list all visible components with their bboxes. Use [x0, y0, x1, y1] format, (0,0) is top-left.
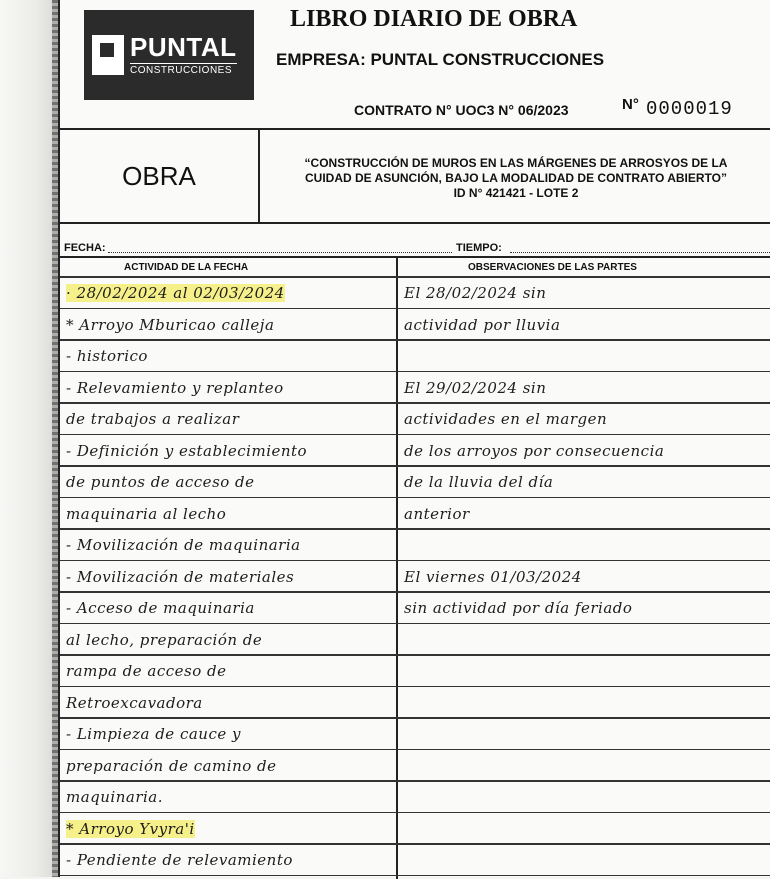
ruled-line	[60, 276, 770, 278]
activity-entry: - Definición y establecimiento	[66, 441, 308, 460]
ruled-line	[60, 497, 770, 499]
activity-entry: de puntos de acceso de	[66, 473, 255, 491]
fecha-field	[108, 252, 452, 253]
observation-entry: actividades en el margen	[404, 410, 608, 428]
activity-entry: - Acceso de maquinaria	[66, 599, 255, 617]
activity-entry: al lecho, preparación de	[66, 630, 263, 649]
ruled-line	[60, 843, 770, 845]
observation-entry: de los arroyos por consecuencia	[404, 441, 665, 460]
activity-column-header: ACTIVIDAD DE LA FECHA	[124, 262, 249, 273]
fecha-label: FECHA:	[64, 242, 106, 254]
ruled-line	[60, 560, 770, 562]
activity-entry: · 28/02/2024 al 02/03/2024	[66, 284, 285, 302]
observation-entry: actividad por lluvia	[404, 315, 561, 334]
activity-entry: - Movilización de materiales	[66, 567, 295, 586]
activity-entry: - historico	[66, 347, 148, 365]
activity-entry: - Pendiente de relevamiento	[66, 851, 293, 869]
logo-mark-icon	[92, 35, 124, 75]
logo-subtitle: CONSTRUCCIONES	[130, 63, 237, 76]
puntal-logo	[84, 10, 254, 100]
ruled-line	[60, 528, 770, 530]
activity-entry: - Movilización de maquinaria	[66, 536, 301, 554]
page-number-value: 0000019	[646, 98, 733, 120]
ruled-line	[60, 591, 770, 593]
observation-entry: de la lluvia del día	[404, 473, 554, 491]
ruled-line	[60, 654, 770, 656]
ruled-line	[60, 623, 770, 625]
ruled-line	[60, 434, 770, 436]
logbook-header	[60, 0, 770, 130]
activity-entry: - Limpieza de cauce y	[66, 725, 241, 743]
observations-column-header: OBSERVACIONES DE LAS PARTES	[468, 262, 637, 273]
activity-entry: * Arroyo Mburicao calleja	[66, 315, 275, 334]
ruled-line	[60, 371, 770, 373]
observation-entry: El 28/02/2024 sin	[404, 284, 547, 302]
ruled-line	[60, 402, 770, 404]
page-edge	[0, 0, 58, 877]
document-title: LIBRO DIARIO DE OBRA	[290, 6, 578, 32]
ruled-line	[60, 465, 770, 467]
contract-number: CONTRATO N° UOC3 N° 06/2023	[354, 102, 569, 118]
company-name: EMPRESA: PUNTAL CONSTRUCCIONES	[276, 50, 605, 69]
activity-entry: maquinaria.	[66, 788, 164, 806]
observation-entry: El 29/02/2024 sin	[404, 378, 547, 397]
logbook-sheet	[58, 0, 770, 877]
activity-entry: de trabajos a realizar	[66, 410, 240, 428]
obra-label: OBRA	[60, 130, 260, 222]
activity-entry: * Arroyo Yvyra'i	[66, 819, 195, 838]
logo-name: PUNTAL	[130, 32, 237, 62]
observation-entry: El viernes 01/03/2024	[404, 567, 582, 586]
column-divider	[396, 258, 398, 879]
obra-section	[60, 130, 770, 224]
tiempo-label: TIEMPO:	[456, 242, 502, 254]
ruled-line	[60, 875, 770, 877]
activity-entry: preparación de camino de	[66, 756, 277, 775]
ruled-line	[60, 780, 770, 782]
ruled-line	[60, 308, 770, 310]
observation-entry: sin actividad por día feriado	[404, 599, 633, 617]
page-number-label: N°	[622, 96, 639, 113]
activity-entry: - Relevamiento y replanteo	[66, 378, 284, 397]
observation-entry: anterior	[404, 504, 470, 523]
ruled-line	[60, 686, 770, 688]
ruled-line	[60, 717, 770, 719]
tiempo-field	[510, 252, 770, 253]
ruled-line	[60, 749, 770, 751]
log-table	[60, 256, 770, 879]
obra-description: “CONSTRUCCIÓN DE MUROS EN LAS MÁRGENES DE ARROSYOS DE LA CUIDAD DE ASUNCIÓN, BAJO LA MODALIDAD DE CONTRATO ABIERTO” ID N° 421421 - LOTE 2	[304, 156, 728, 200]
activity-entry: maquinaria al lecho	[66, 504, 227, 523]
activity-entry: rampa de acceso de	[66, 662, 227, 680]
ruled-line	[60, 812, 770, 814]
ruled-line	[60, 339, 770, 341]
activity-entry: Retroexcavadora	[66, 693, 203, 712]
